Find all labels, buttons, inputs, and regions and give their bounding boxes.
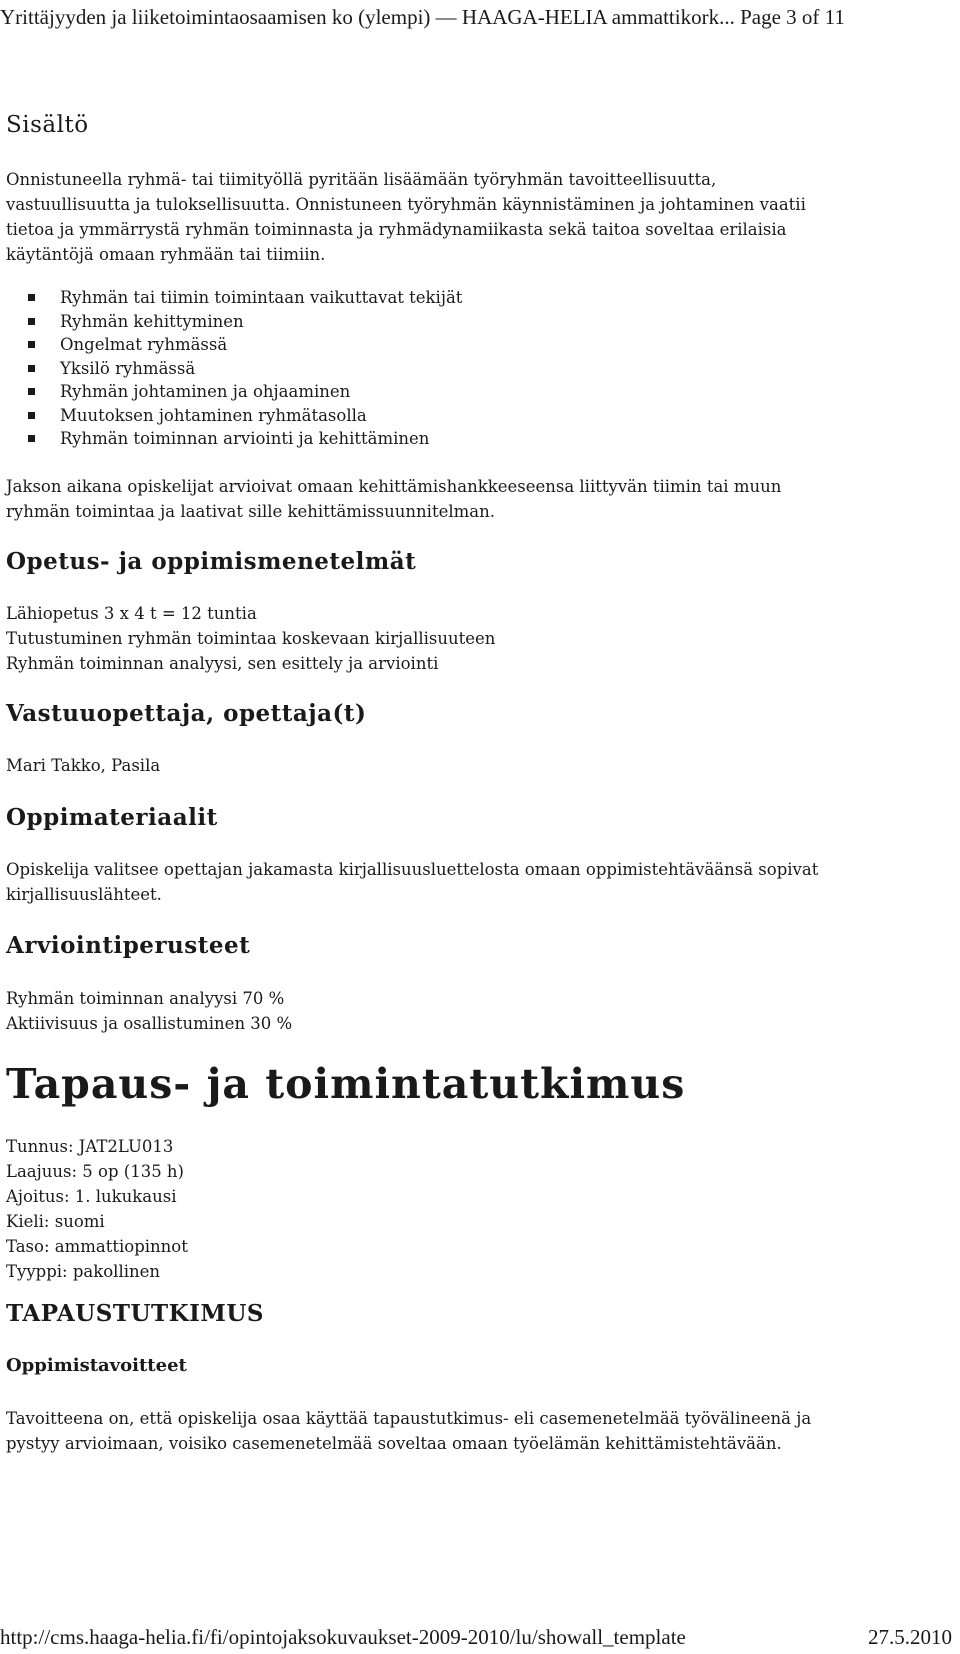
section-heading-arviointiperusteet: Arviointiperusteet	[6, 932, 251, 959]
section-heading-vastuuopettaja: Vastuuopettaja, opettaja(t)	[6, 700, 367, 727]
section-heading-opetus: Opetus- ja oppimismenetelmät	[6, 548, 417, 575]
section-heading-tapaustutkimus: TAPAUSTUTKIMUS	[6, 1300, 265, 1327]
meta-line: Tyyppi: pakollinen	[6, 1262, 161, 1281]
bullet-text: Yksilö ryhmässä	[60, 358, 196, 378]
sisalto-outro-paragraph	[6, 474, 941, 524]
bullet-item	[28, 310, 462, 334]
bullet-item	[28, 357, 462, 381]
paragraph-line: Ryhmän toiminnan analyysi 70 %	[6, 989, 285, 1008]
print-footer-url: http://cms.haaga-helia.fi/fi/opintojaksokuvaukset-2009-2010/lu/showall_template	[0, 1625, 686, 1649]
square-bullet-icon	[28, 412, 35, 419]
section-heading-sisalto: Sisältö	[6, 112, 89, 138]
bullet-item	[28, 333, 462, 357]
materiaalit-paragraph	[6, 857, 941, 907]
paragraph-line: ryhmän toimintaa ja laativat sille kehittämissuunnitelman.	[6, 502, 495, 521]
section-heading-oppimateriaalit: Oppimateriaalit	[6, 804, 218, 831]
paragraph-line: Mari Takko, Pasila	[6, 756, 161, 775]
course-meta	[6, 1134, 941, 1284]
bullet-text: Muutoksen johtaminen ryhmätasolla	[60, 405, 367, 425]
bullet-text: Ongelmat ryhmässä	[60, 335, 228, 354]
square-bullet-icon	[28, 388, 35, 395]
vastuu-paragraph	[6, 753, 941, 778]
bullet-item	[28, 286, 462, 310]
paragraph-line: kirjallisuuslähteet.	[6, 885, 162, 904]
print-header: Yrittäjyyden ja liiketoimintaosaamisen ko (ylempi) — HAAGA-HELIA ammattikork... Page 3 of 11	[0, 5, 845, 29]
square-bullet-icon	[28, 365, 35, 372]
paragraph-line: Jakson aikana opiskelijat arvioivat omaan kehittämishankkeeseensa liittyvän tiimin tai muun	[6, 477, 782, 496]
bullet-text: Ryhmän kehittyminen	[60, 311, 244, 331]
paragraph-line: vastuullisuutta ja tuloksellisuutta. Onnistuneen työryhmän käynnistäminen ja johtaminen vaatii	[6, 195, 806, 214]
bullet-text: Ryhmän johtaminen ja ohjaaminen	[60, 382, 351, 401]
course-title: Tapaus- ja toimintatutkimus	[6, 1060, 686, 1108]
bullet-item	[28, 427, 462, 451]
sisalto-bullet-list	[28, 286, 462, 451]
print-footer-date: 27.5.2010	[868, 1625, 952, 1649]
paragraph-line: Tutustuminen ryhmän toimintaa koskevaan kirjallisuuteen	[6, 629, 496, 648]
paragraph-line: Aktiivisuus ja osallistuminen 30 %	[6, 1014, 293, 1033]
bullet-text: Ryhmän tai tiimin toimintaan vaikuttavat tekijät	[60, 288, 463, 307]
paragraph-line: Ryhmän toiminnan analyysi, sen esittely ja arviointi	[6, 654, 439, 673]
opetus-paragraph	[6, 601, 941, 676]
bullet-text: Ryhmän toiminnan arviointi ja kehittäminen	[60, 429, 430, 448]
paragraph-line: Onnistuneella ryhmä- tai tiimityöllä pyritään lisäämään työryhmän tavoitteellisuutta,	[6, 170, 717, 189]
bullet-item	[28, 380, 462, 404]
arviointi-paragraph	[6, 986, 941, 1036]
square-bullet-icon	[28, 318, 35, 325]
square-bullet-icon	[28, 294, 35, 301]
meta-line: Tunnus: JAT2LU013	[6, 1137, 174, 1156]
subheading-oppimistavoitteet: Oppimistavoitteet	[6, 1355, 187, 1376]
paragraph-line: Opiskelija valitsee opettajan jakamasta kirjallisuusluettelosta omaan oppimistehtäväänsä sopivat	[6, 860, 819, 879]
meta-line: Ajoitus: 1. lukukausi	[6, 1187, 177, 1206]
square-bullet-icon	[28, 435, 35, 442]
goals-paragraph	[6, 1406, 941, 1456]
paragraph-line: pystyy arvioimaan, voisiko casemenetelmää soveltaa omaan työelämän kehittämistehtävään.	[6, 1434, 782, 1453]
meta-line: Kieli: suomi	[6, 1212, 105, 1231]
bullet-item	[28, 404, 462, 428]
paragraph-line: Tavoitteena on, että opiskelija osaa käyttää tapaustutkimus- eli casemenetelmää työvälineenä ja	[6, 1409, 812, 1428]
paragraph-line: Lähiopetus 3 x 4 t = 12 tuntia	[6, 604, 257, 623]
meta-line: Laajuus: 5 op (135 h)	[6, 1162, 184, 1181]
meta-line: Taso: ammattiopinnot	[6, 1237, 188, 1256]
square-bullet-icon	[28, 341, 35, 348]
paragraph-line: tietoa ja ymmärrystä ryhmän toiminnasta ja ryhmädynamiikasta sekä taitoa soveltaa erilaisia	[6, 220, 787, 239]
paragraph-line: käytäntöjä omaan ryhmään tai tiimiin.	[6, 245, 326, 264]
sisalto-intro-paragraph	[6, 167, 941, 267]
